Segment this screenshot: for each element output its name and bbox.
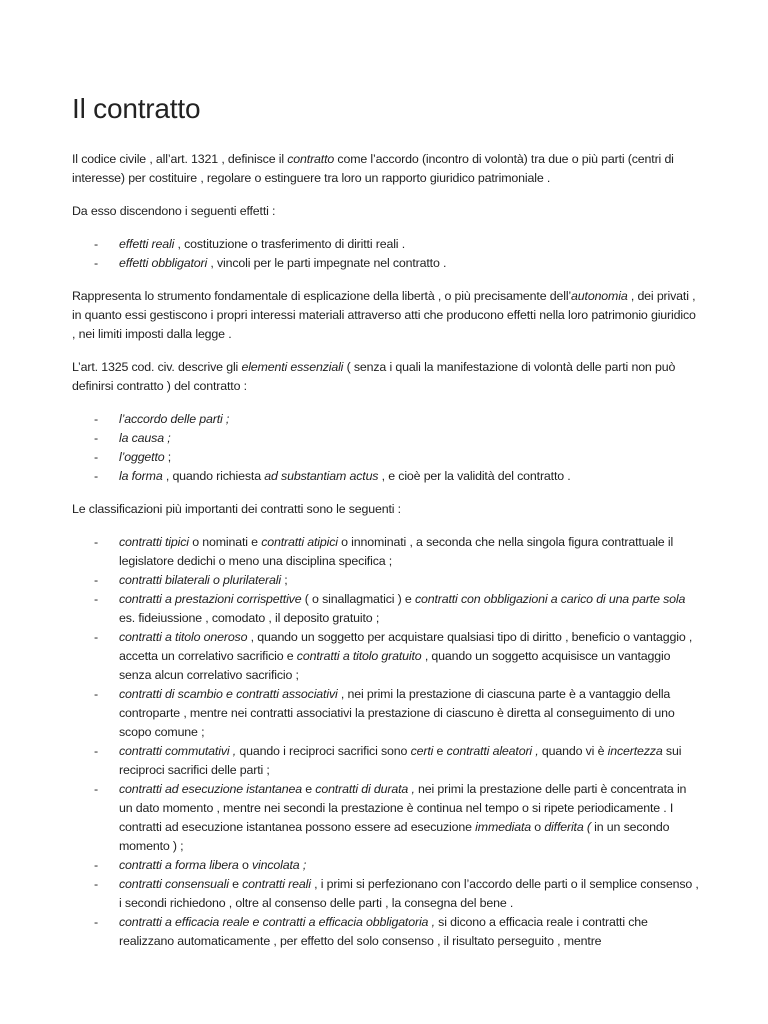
list-item: - contratti a titolo oneroso , quando un soggetto per acquistare qualsiasi tipo di diritto , beneficio o vantaggio , accetta un correlativo sacrificio e contratti a titolo gratuito , quando un soggetto acquisisce un vantaggio senza alcun correlativo sacrificio ; — [94, 630, 693, 682]
list-item: - effetti reali , costituzione o trasferimento di diritti reali . — [94, 237, 405, 251]
list-item: - contratti bilaterali o plurilaterali ; — [94, 573, 288, 587]
list-item: - contratti a forma libera o vincolata ; — [94, 858, 307, 872]
list-item: - contratti consensuali e contratti reali , i primi si perfezionano con l’accordo delle parti o il semplice consenso , i secondi richiedono , oltre al consenso delle parti , la consegna del bene . — [94, 877, 699, 910]
list-item: - contratti ad esecuzione istantanea e contratti di durata , nei primi la prestazione delle parti è concentrata in un dato momento , mentre nei secondi la prestazione è continua nel tempo o si ripete periodicamente . I contratti ad esecuzione istantanea possono essere ad esecuzione immediata o differita ( in un secondo momento ) ; — [94, 782, 687, 853]
paragraph-classifications-intro: Le classificazioni più importanti dei contratti sono le seguenti : — [72, 502, 401, 516]
list-item: - la causa ; — [94, 431, 171, 445]
list-item: - contratti commutativi , quando i reciproci sacrifici sono certi e contratti aleatori , quando vi è incertezza sui reciproci sacrifici delle parti ; — [94, 744, 682, 777]
paragraph-essential-elements: L’art. 1325 cod. civ. descrive gli elementi essenziali ( senza i quali la manifestazione di volontà delle parti non può definirsi contratto ) del contratto : — [72, 360, 676, 393]
list-item: - la forma , quando richiesta ad substantiam actus , e cioè per la validità del contratto . — [94, 469, 571, 483]
list-item: - contratti di scambio e contratti associativi , nei primi la prestazione di ciascuna parte è a vantaggio della controparte , mentre nei contratti associativi la prestazione di ciascuno è diretta al conseguimento di uno scopo comune ; — [94, 687, 675, 739]
list-item: - effetti obbligatori , vincoli per le parti impegnate nel contratto . — [94, 256, 447, 270]
page-title: Il contratto — [72, 93, 201, 124]
paragraph-definition: Il codice civile , all’art. 1321 , definisce il contratto come l’accordo (incontro di volontà) tra due o più parti (centri di interesse) per costituire , regolare o estinguere tra loro un rapporto giuridico patrimoniale . — [72, 152, 674, 185]
list-item: - l’oggetto ; — [94, 450, 172, 464]
list-item: - l’accordo delle parti ; — [94, 412, 230, 426]
list-item: - contratti tipici o nominati e contratti atipici o innominati , a seconda che nella singola figura contrattuale il legislatore dedichi o meno una disciplina specifica ; — [94, 535, 674, 568]
paragraph-effects-intro: Da esso discendono i seguenti effetti : — [72, 204, 276, 218]
list-item: - contratti a efficacia reale e contratti a efficacia obbligatoria , si dicono a efficacia reale i contratti che realizzano automaticamente , per effetto del solo consenso , il risultato perseguito , mentre — [94, 915, 648, 948]
essential-elements-list — [72, 410, 702, 486]
paragraph-autonomy: Rappresenta lo strumento fondamentale di esplicazione della libertà , o più precisamente dell’autonomia , dei privati , in quanto essi gestiscono i propri interessi materiali attraverso atti che producono effetti nella loro patrimonio giuridico , nei limiti imposti dalla legge . — [72, 289, 696, 341]
classifications-list — [72, 533, 702, 951]
effects-list — [72, 235, 702, 273]
list-item: - contratti a prestazioni corrispettive ( o sinallagmatici ) e contratti con obbligazioni a carico di una parte sola es. fideiussione , comodato , il deposito gratuito ; — [94, 592, 686, 625]
